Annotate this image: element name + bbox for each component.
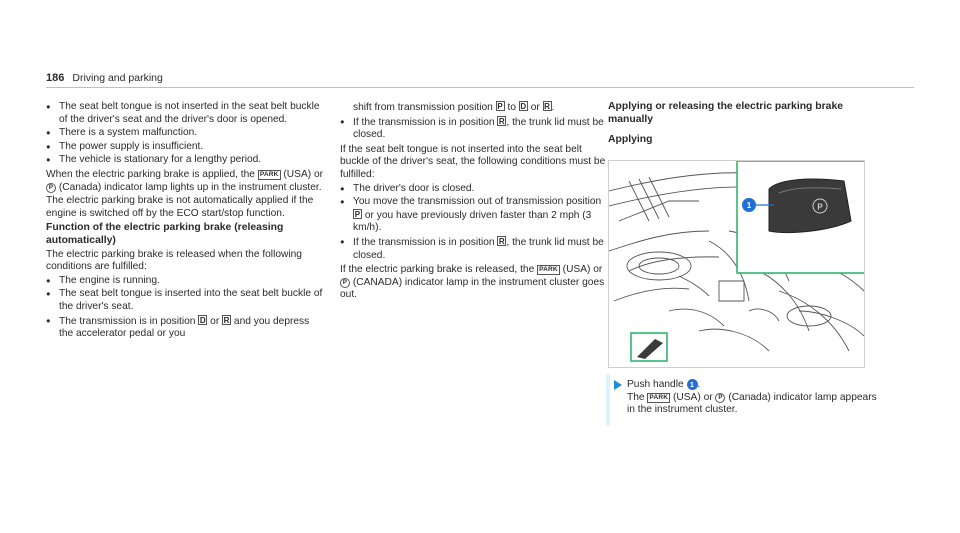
illustration-cockpit (608, 160, 865, 368)
list-item: ● The seat belt tongue is not inserted in the seat belt buckle of the driver's seat and the driver's door is opened. (46, 101, 326, 126)
list-item: ● The transmission is in position D or R and you depress the accelerator pedal or you (46, 315, 326, 341)
paragraph-released: If the electric parking brake is released, the PARK (USA) or P (CANADA) indicator lamp in the instrument cluster goes out. (340, 264, 605, 301)
parking-brake-indicator-icon: P (46, 183, 56, 193)
list-item: ● The engine is running. (46, 275, 326, 288)
gear-r-icon: R (544, 102, 551, 111)
list-item: ● The vehicle is stationary for a lengthy period. (46, 154, 326, 167)
list-item: ● You move the transmission out of transmission position P or you have previously driven faster than 2 mph (3 km/h). (340, 196, 612, 235)
list-item: ● There is a system malfunction. (46, 127, 326, 140)
page-number: 186 (46, 72, 65, 84)
gear-p-icon: P (497, 102, 503, 111)
section-title: Driving and parking (72, 72, 163, 84)
list-item: ● The seat belt tongue is inserted into the seat belt buckle of the driver's seat. (46, 288, 326, 313)
illustration-callout: 1 (746, 201, 752, 210)
subheading-applying: Applying (608, 134, 653, 146)
paragraph-applied: When the electric parking brake is applied, the PARK (USA) or P (Canada) indicator lamp lights up in the instrument cluster. (46, 168, 324, 193)
column-left (46, 101, 326, 341)
page-header (46, 72, 163, 86)
park-indicator-icon: PARK (539, 266, 558, 274)
heading-releasing-automatically: Function of the electric parking brake (releasing automatically) (46, 222, 284, 246)
parking-brake-indicator-icon: P (340, 278, 350, 288)
paragraph-seat-belt: If the seat belt tongue is not inserted into the seat belt buckle of the driver's seat, the following conditions must be fulfilled: (340, 143, 606, 180)
park-indicator-icon: PARK (259, 170, 279, 178)
list-item: ● The driver's door is closed. (340, 183, 612, 196)
list-item: ● If the transmission is in position R , the trunk lid must be closed. (340, 236, 612, 262)
callout-1-icon: 1 (687, 379, 698, 390)
gear-p-icon: P (354, 209, 361, 219)
svg-text:P: P (817, 202, 823, 212)
column-middle (340, 101, 612, 302)
park-indicator-icon: PARK (649, 393, 669, 401)
gear-d-icon: D (199, 315, 206, 325)
heading-manual: Applying or releasing the electric parking brake manually (608, 101, 844, 125)
parking-brake-indicator-icon: P (715, 393, 725, 403)
header-divider (46, 87, 914, 88)
list-item: ● The power supply is insufficient. (46, 141, 326, 154)
gear-r-icon: R (498, 116, 505, 126)
cockpit-line-drawing (609, 161, 865, 368)
action-line-2: The PARK (USA) or P (Canada) indicator lamp appears in the instrument cluster. (627, 391, 877, 416)
paragraph-eco: The electric parking brake is not automatically applied if the engine is switched off by the ECO start/stop function. (46, 195, 314, 219)
paragraph-released-when: The electric parking brake is released when the following conditions are fulfilled: (46, 248, 302, 273)
list-item: ● If the transmission is in position R , the trunk lid must be closed. (340, 116, 612, 142)
gear-r-icon: R (498, 236, 505, 246)
column-right (608, 101, 878, 147)
paragraph-continuation: shift from transmission position P to D or R . (353, 102, 555, 113)
gear-r-icon: R (223, 315, 230, 325)
action-step (608, 379, 878, 417)
gear-d-icon: D (520, 102, 527, 111)
action-line-1: Push handle 1 . (627, 379, 701, 390)
